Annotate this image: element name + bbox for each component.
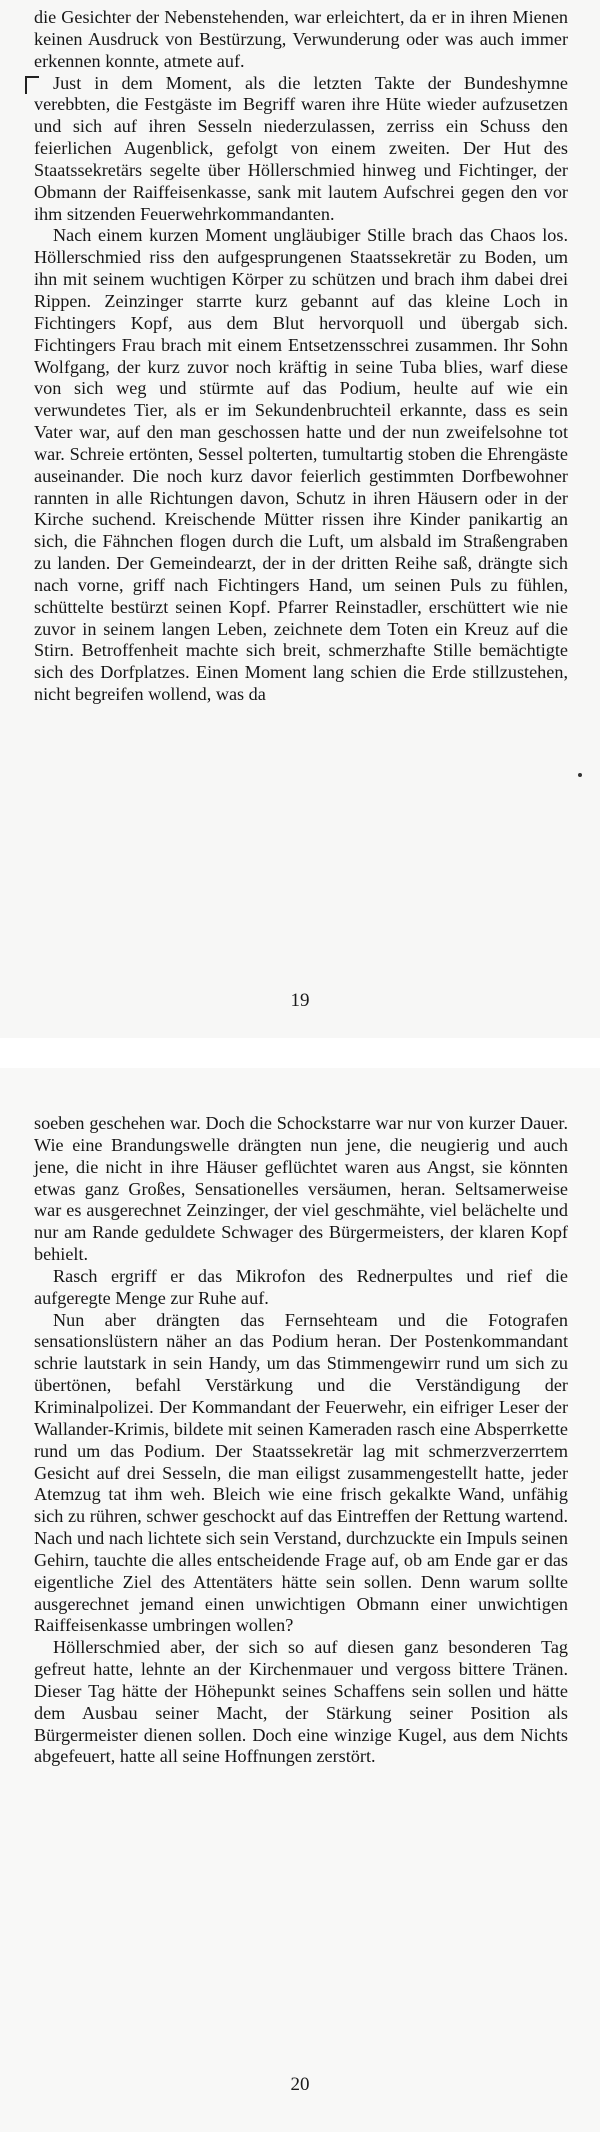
book-page-19 [0, 0, 600, 1038]
paragraph: Nach einem kurzen Moment ungläubiger Stille brach das Chaos los. Höllerschmied riss den aufgesprungenen Staatssekretär zu Boden, um ihn mit seinem wuchtigen Körper zu schützen und brach ihm dabei drei Rippen. Zeinzinger starrte kurz gebannt auf das kleine Loch in Fichtingers Kopf, aus dem Blut hervorquoll und übergab sich. Fichtingers Frau brach mit einem Entsetzensschrei zusammen. Ihr Sohn Wolfgang, der kurz zuvor noch kräftig in seine Tuba blies, warf diese von sich weg und stürmte auf das Podium, heulte auf wie ein verwundetes Tier, als er im Sekundenbruchteil erkannte, dass es sein Vater war, auf den man geschossen hatte und der nun zweifelsohne tot war. Schreie ertönten, Sessel polterten, tumultartig stoben die Ehrengäste auseinander. Die noch kurz davor feierlich gestimmten Dorfbewohner rannten in alle Richtungen davon, Schutz in ihren Häusern oder in der Kirche suchend. Kreischende Mütter rissen ihre Kinder panikartig an sich, die Fähnchen flogen durch die Luft, um alsbald im Straßengraben zu landen. Der Gemeindearzt, der in der dritten Reihe saß, drängte sich nach vorne, griff nach Fichtingers Hand, um seinen Puls zu fühlen, schüttelte bestürzt seinen Kopf. Pfarrer Reinstadler, erschüttert wie nie zuvor in seinem langen Leben, zeichnete dem Toten ein Kreuz auf die Stirn. Betroffenheit machte sich breit, schmerzhafte Stille bemächtigte sich des Dorfplatzes. Einen Moment lang schien die Erde stillzustehen, nicht begreifen wollend, was da [34, 225, 568, 705]
page-number: 20 [290, 2074, 310, 2095]
page-19-text [34, 7, 568, 706]
paragraph: Just in dem Moment, als die letzten Takte der Bundeshymne verebbten, die Festgäste im Begriff waren ihre Hüte wieder aufzusetzen und sich auf ihren Sesseln niederzulassen, zerriss ein Schuss den feierlichen Augenblick, gefolgt von einem zweiten. Der Hut des Staatssekretärs segelte über Höllerschmied hinweg und Fichtinger, der Obmann der Raiffeisenkasse, sank mit lautem Aufschrei gegen den vor ihm sitzenden Feuerwehrkommandanten. [34, 72, 568, 224]
page-20-text [34, 1113, 568, 1768]
page-number: 19 [290, 990, 310, 1011]
margin-dot-mark [578, 773, 582, 777]
paragraph: Nun aber drängten das Fernsehteam und die Fotografen sensationslüstern näher an das Podium heran. Der Postenkommandant schrie lautstark in sein Handy, um das Stimmengewirr rund um sich zu übertönen, befahl Verstärkung und die Verständigung der Kriminalpolizei. Der Kommandant der Feuerwehr, ein eifriger Leser der Wallander-Krimis, bildete mit seinen Kameraden rasch eine Absperrkette rund um das Podium. Der Staatssekretär lag mit schmerzverzerrtem Gesicht auf drei Sesseln, die man eiligst zusammengestellt hatte, jeder Atemzug tat ihm weh. Bleich wie eine frisch gekalkte Wand, unfähig sich zu rühren, schwer geschockt auf das Eintreffen der Rettung wartend. Nach und nach lichtete sich sein Verstand, durchzuckte ein Impuls seinen Gehirn, tauchte die alles entscheidende Frage auf, ob am Ende gar er das eigentliche Ziel des Attentäters hätte sein sollen. Denn warum sollte ausgerechnet jemand einen unwichtigen Obmann einer unwichtigen Raiffeisenkasse umbringen wollen? [34, 1309, 568, 1636]
marked-paragraph-wrapper [34, 73, 568, 226]
paragraph-continuation: soeben geschehen war. Doch die Schockstarre war nur von kurzer Dauer. Wie eine Brandungswelle drängten nun jene, die neugierig und auch jene, die nicht in ihre Häuser geflüchtet waren aus Angst, sie könnten etwas ganz Großes, Sensationelles versäumen, heran. Seltsamerweise war es ausgerechnet Zeinzinger, der viel geschmähte, viel belächelte und nur am Rande geduldete Schwager des Bürgermeisters, der klaren Kopf behielt. [34, 1113, 568, 1265]
margin-bracket-mark [25, 76, 39, 94]
paragraph: Höllerschmied aber, der sich so auf diesen ganz besonderen Tag gefreut hatte, lehnte an der Kirchenmauer und vergoss bittere Tränen. Dieser Tag hätte der Höhepunkt seines Schaffens sein sollen und hätte dem Ausbau seiner Macht, der Stärkung seiner Position als Bürgermeister dienen sollen. Doch eine winzige Kugel, aus dem Nichts abgefeuert, hatte all seine Hoffnungen zerstört. [34, 1637, 568, 1767]
paragraph-wrapper [34, 225, 568, 706]
paragraph: Rasch ergriff er das Mikrofon des Rednerpultes und rief die aufgeregte Menge zur Ruhe auf. [34, 1265, 568, 1308]
paragraph-continuation: die Gesichter der Nebenstehenden, war erleichtert, da er in ihren Mienen keinen Ausdruck von Bestürzung, Verwunderung oder was auch immer erkennen konnte, atmete auf. [34, 7, 568, 71]
book-page-20 [0, 1068, 600, 2132]
